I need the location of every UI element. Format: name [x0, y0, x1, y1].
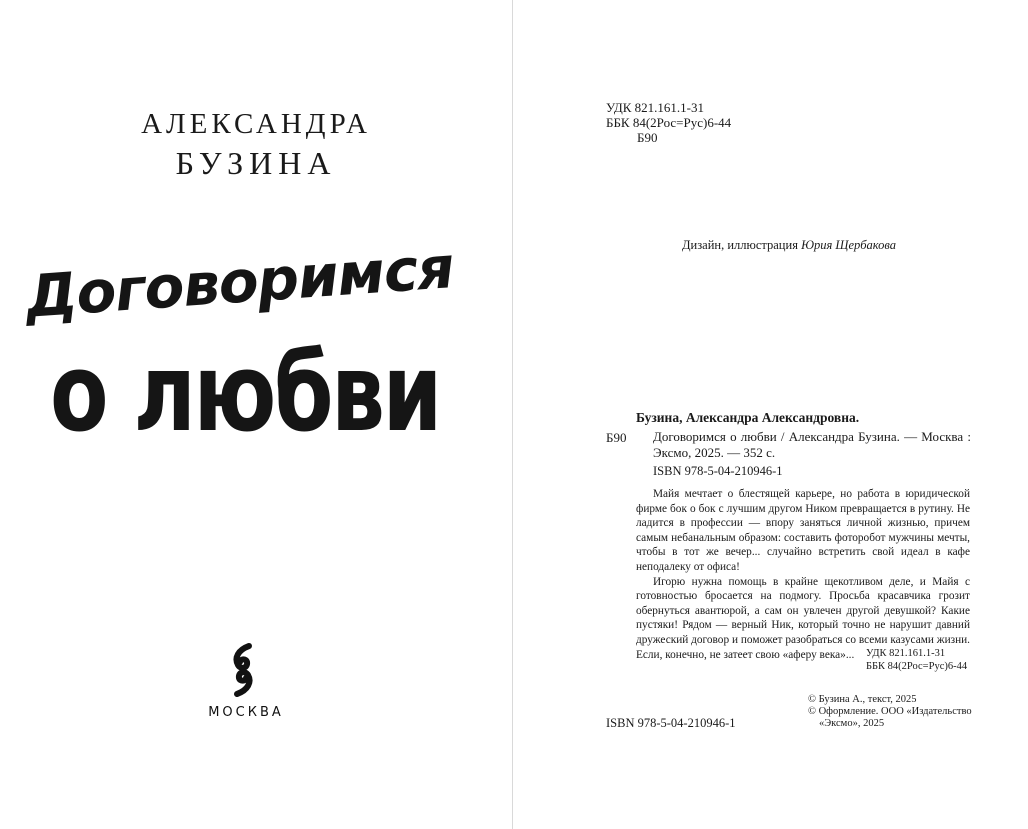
annotation-bbk-code: ББК 84(2Рос=Рус)6-44 [866, 661, 968, 672]
author-first-name: АЛЕКСАНДРА [141, 108, 371, 140]
annotation-classification [866, 647, 967, 673]
annotation-udk-code: УДК 821.161.1-31 [866, 648, 946, 659]
cutter-mark: Б90 [637, 130, 658, 145]
author-last-name: БУЗИНА [175, 145, 337, 181]
bibliographic-cutter: Б90 [606, 430, 627, 445]
isbn: ISBN 978-5-04-210946-1 [606, 716, 736, 730]
book-title [23, 233, 470, 456]
title-line-1: Договоримся [23, 233, 456, 331]
annotation-paragraph-2: Игорю нужна помощь в крайне щекотливом деле, и Майя с готовностью бросается на подмогу. Просьба красавчика грозит обернуться авантюрой, а сам он увлечен другой девушкой? Какие пустяки! Рядом — верный Ник, который точно не нарушит давний дружеский договор и поможет разобраться со всеми казусами жизни. Если, конечно, не затеет свою «аферу века»... [636, 575, 970, 661]
design-credit-prefix: Дизайн, иллюстрация [682, 238, 798, 252]
annotation [636, 487, 970, 662]
bibliographic-reference: Договоримся о любви / Александра Бузина. — Москва : Эксмо, 2025. — 352 с. [653, 429, 971, 460]
design-credit-name: Юрия Щербакова [801, 238, 896, 252]
bibliographic-isbn: ISBN 978-5-04-210946-1 [653, 464, 783, 478]
publisher-city: МОСКВА [208, 705, 284, 720]
copyright-design-cont: «Эксмо», 2025 [819, 718, 885, 729]
left-page [0, 0, 512, 829]
bbk-code: ББК 84(2Рос=Рус)6-44 [606, 115, 732, 130]
classification-codes-top [606, 100, 731, 145]
annotation-paragraph-1: Майя мечтает о блестящей карьере, но работа в юридической фирме бок о бок с лучшим другом Ником превращается в рутину. Не ладится в профессии — впору заняться личной жизнью, причем самым небанальным образом: составить фоторобот мужчины мечты, чтобы в тот же вечер... случайно встретить свой идеал в кафе неподалеку от офиса! [636, 488, 970, 573]
udk-code: УДК 821.161.1-31 [606, 100, 705, 115]
copyright-block [808, 694, 978, 730]
eksmo-logo-icon [228, 640, 258, 700]
bibliographic-heading: Бузина, Александра Александровна. [636, 410, 860, 425]
title-line-2: о любви [50, 331, 440, 456]
copyright-text: © Бузина А., текст, 2025 [808, 694, 917, 705]
design-credit [606, 238, 896, 253]
copyright-design: © Оформление. ООО «Издательство [808, 706, 972, 717]
